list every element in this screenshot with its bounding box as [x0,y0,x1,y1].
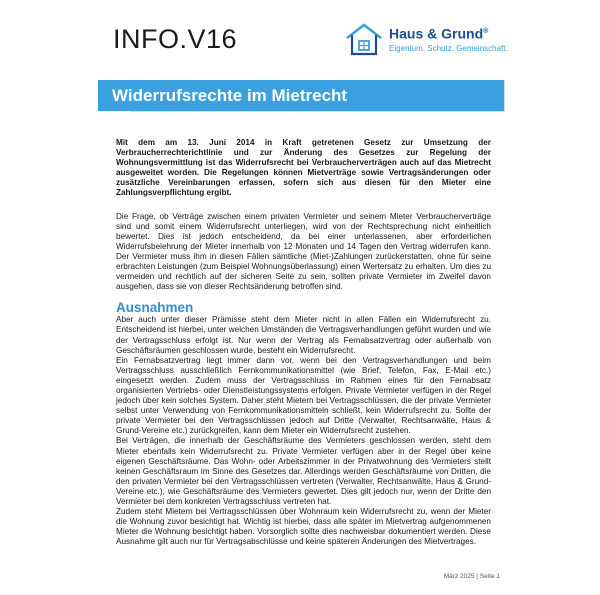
section-paragraph: Bei Verträgen, die innerhalb der Geschäftsräume des Vermieters geschlossen werden, steht dem Mieter ebenfalls kein Widerrufsrecht zu. Private Vermieter verfügen aber in der Regel über keine eigenen Geschäftsräume. Das Wohn- oder Arbeitszimmer in der Privatwohnung des Vermieters stellt keinen Geschäftsraum im Sinne des Gesetzes dar. Allerdings werden Geschäftsräume von Dritten, die den privaten Vermieter bei den Vertragsschlüssen vertreten (Verwalter, Rechtsanwälte, Haus & Grund-Vereine etc.), wie Geschäftsräume des Vermieters gewertet. Dies gilt jedoch nur, wenn der Dritte den Vermieter bei dem konkreten Vertragsschluss vertreten hat. [116,436,491,506]
section-paragraph: Zudem steht Mietern bei Vertragsschlüssen über Wohnraum kein Widerrufsrecht zu, wenn der Mieter die Wohnung zuvor besichtigt hat. Wichtig ist hierbei, dass alle später im Mietvertrag aufgenommenen Mieter die Wohnung besichtigt haben. Vorsorglich sollte dies nachweisbar dokumentiert werden. Diese Ausnahme gilt auch nur für Vertragsabschlüsse und keine späteren Änderungen des Mietvertrages. [116,507,491,547]
logo-slogan: Eigentum. Schutz. Gemeinschaft. [389,43,508,53]
haus-und-grund-logo [345,22,508,58]
section-paragraph: Aber auch unter dieser Prämisse steht dem Mieter nicht in allen Fällen ein Widerrufsrecht zu. Entscheidend ist hierbei, unter welchen Umständen die Vertragsverhandlungen geführt wurden und wie der Vertragsschluss erfolgt ist. Nur wenn der Vertrag als Fernabsatzvertrag oder außerhalb von Geschäftsräumen geschlossen wurde, besteht ein Widerrufsrecht. [116,315,491,355]
document-body [116,138,491,547]
section-heading: Ausnahmen [116,300,194,316]
page-title: Widerrufsrechte im Mietrecht [112,86,348,105]
section-paragraph: Ein Fernabsatzvertrag liegt immer dann vor, wenn bei den Vertragsverhandlungen und beim Vertragsschluss ausschließlich Fernkommunikationsmittel (wie Brief, Telefon, Fax, E-Mail etc.) eingesetzt werden. Zudem muss der Vertragsschluss im Rahmen eines für den Fernabsatz organisierten Vertriebs- oder Dienstleistungssystems erfolgen. Private Vermieter verfügen in der Regel jedoch über kein solches System. Daher steht Mietern bei Vertragsschlüssen, die der private Vermieter selbst unter Verwendung von Fernkommunikationsmitteln schließt, kein Widerrufsrecht zu. Sollte der private Vermieter bei den Vertragsschlüssen jedoch auf Dritte (Verwalter, Rechtsanwälte, Haus & Grund-Vereine etc.) zurückgreifen, kann dem Mieter ein Widerrufsrecht zustehen. [116,355,491,436]
title-banner [98,80,504,111]
info-title: INFO.V16 [113,24,238,54]
logo-name: Haus & Grund® [389,25,489,42]
page-footer: März 2025 | Seite 1 [443,573,500,580]
lead-paragraph: Mit dem am 13. Juni 2014 in Kraft getretenen Gesetz zur Umsetzung der Verbraucherrechterichtlinie und zur Änderung des Gesetzes zur Regelung der Wohnungsvermittlung ist das Widerrufsrecht bei Verbraucherverträgen auch auf das Mietrecht ausgeweitet worden. Die Regelungen können Mietverträge sowie Vertragsänderungen oder zusätzliche Vereinbarungen erfassen, sofern sich aus diesen für den Mieter eine Zahlungsverpflichtung ergibt. [116,138,491,198]
house-icon [345,22,383,58]
intro-paragraph: Die Frage, ob Verträge zwischen einem privaten Vermieter und seinem Mieter Verbraucherverträge sind und somit einem Widerrufsrecht unterliegen, wird von der Rechtsprechung nicht einheitlich bewertet. Dies ist jedoch entscheidend, da bei einer unterlassenen, aber erforderlichen Widerrufsbelehrung der Mieter innerhalb von 12 Monaten und 14 Tagen den Vertrag widerrufen kann. Der Vermieter muss ihm in diesen Fällen sämtliche (Miet-)Zahlungen zurückerstatten, ohne für seine erbrachten Leistungen (zum Beispiel Wohnungsüberlassung) einen Wertersatz zu erhalten. Um dies zu vermeiden und rechtlich auf der sicheren Seite zu sein, sollten private Vermieter im Zweifel davon ausgehen, dass sie von dieser Rechtsänderung betroffen sind. [116,211,491,292]
